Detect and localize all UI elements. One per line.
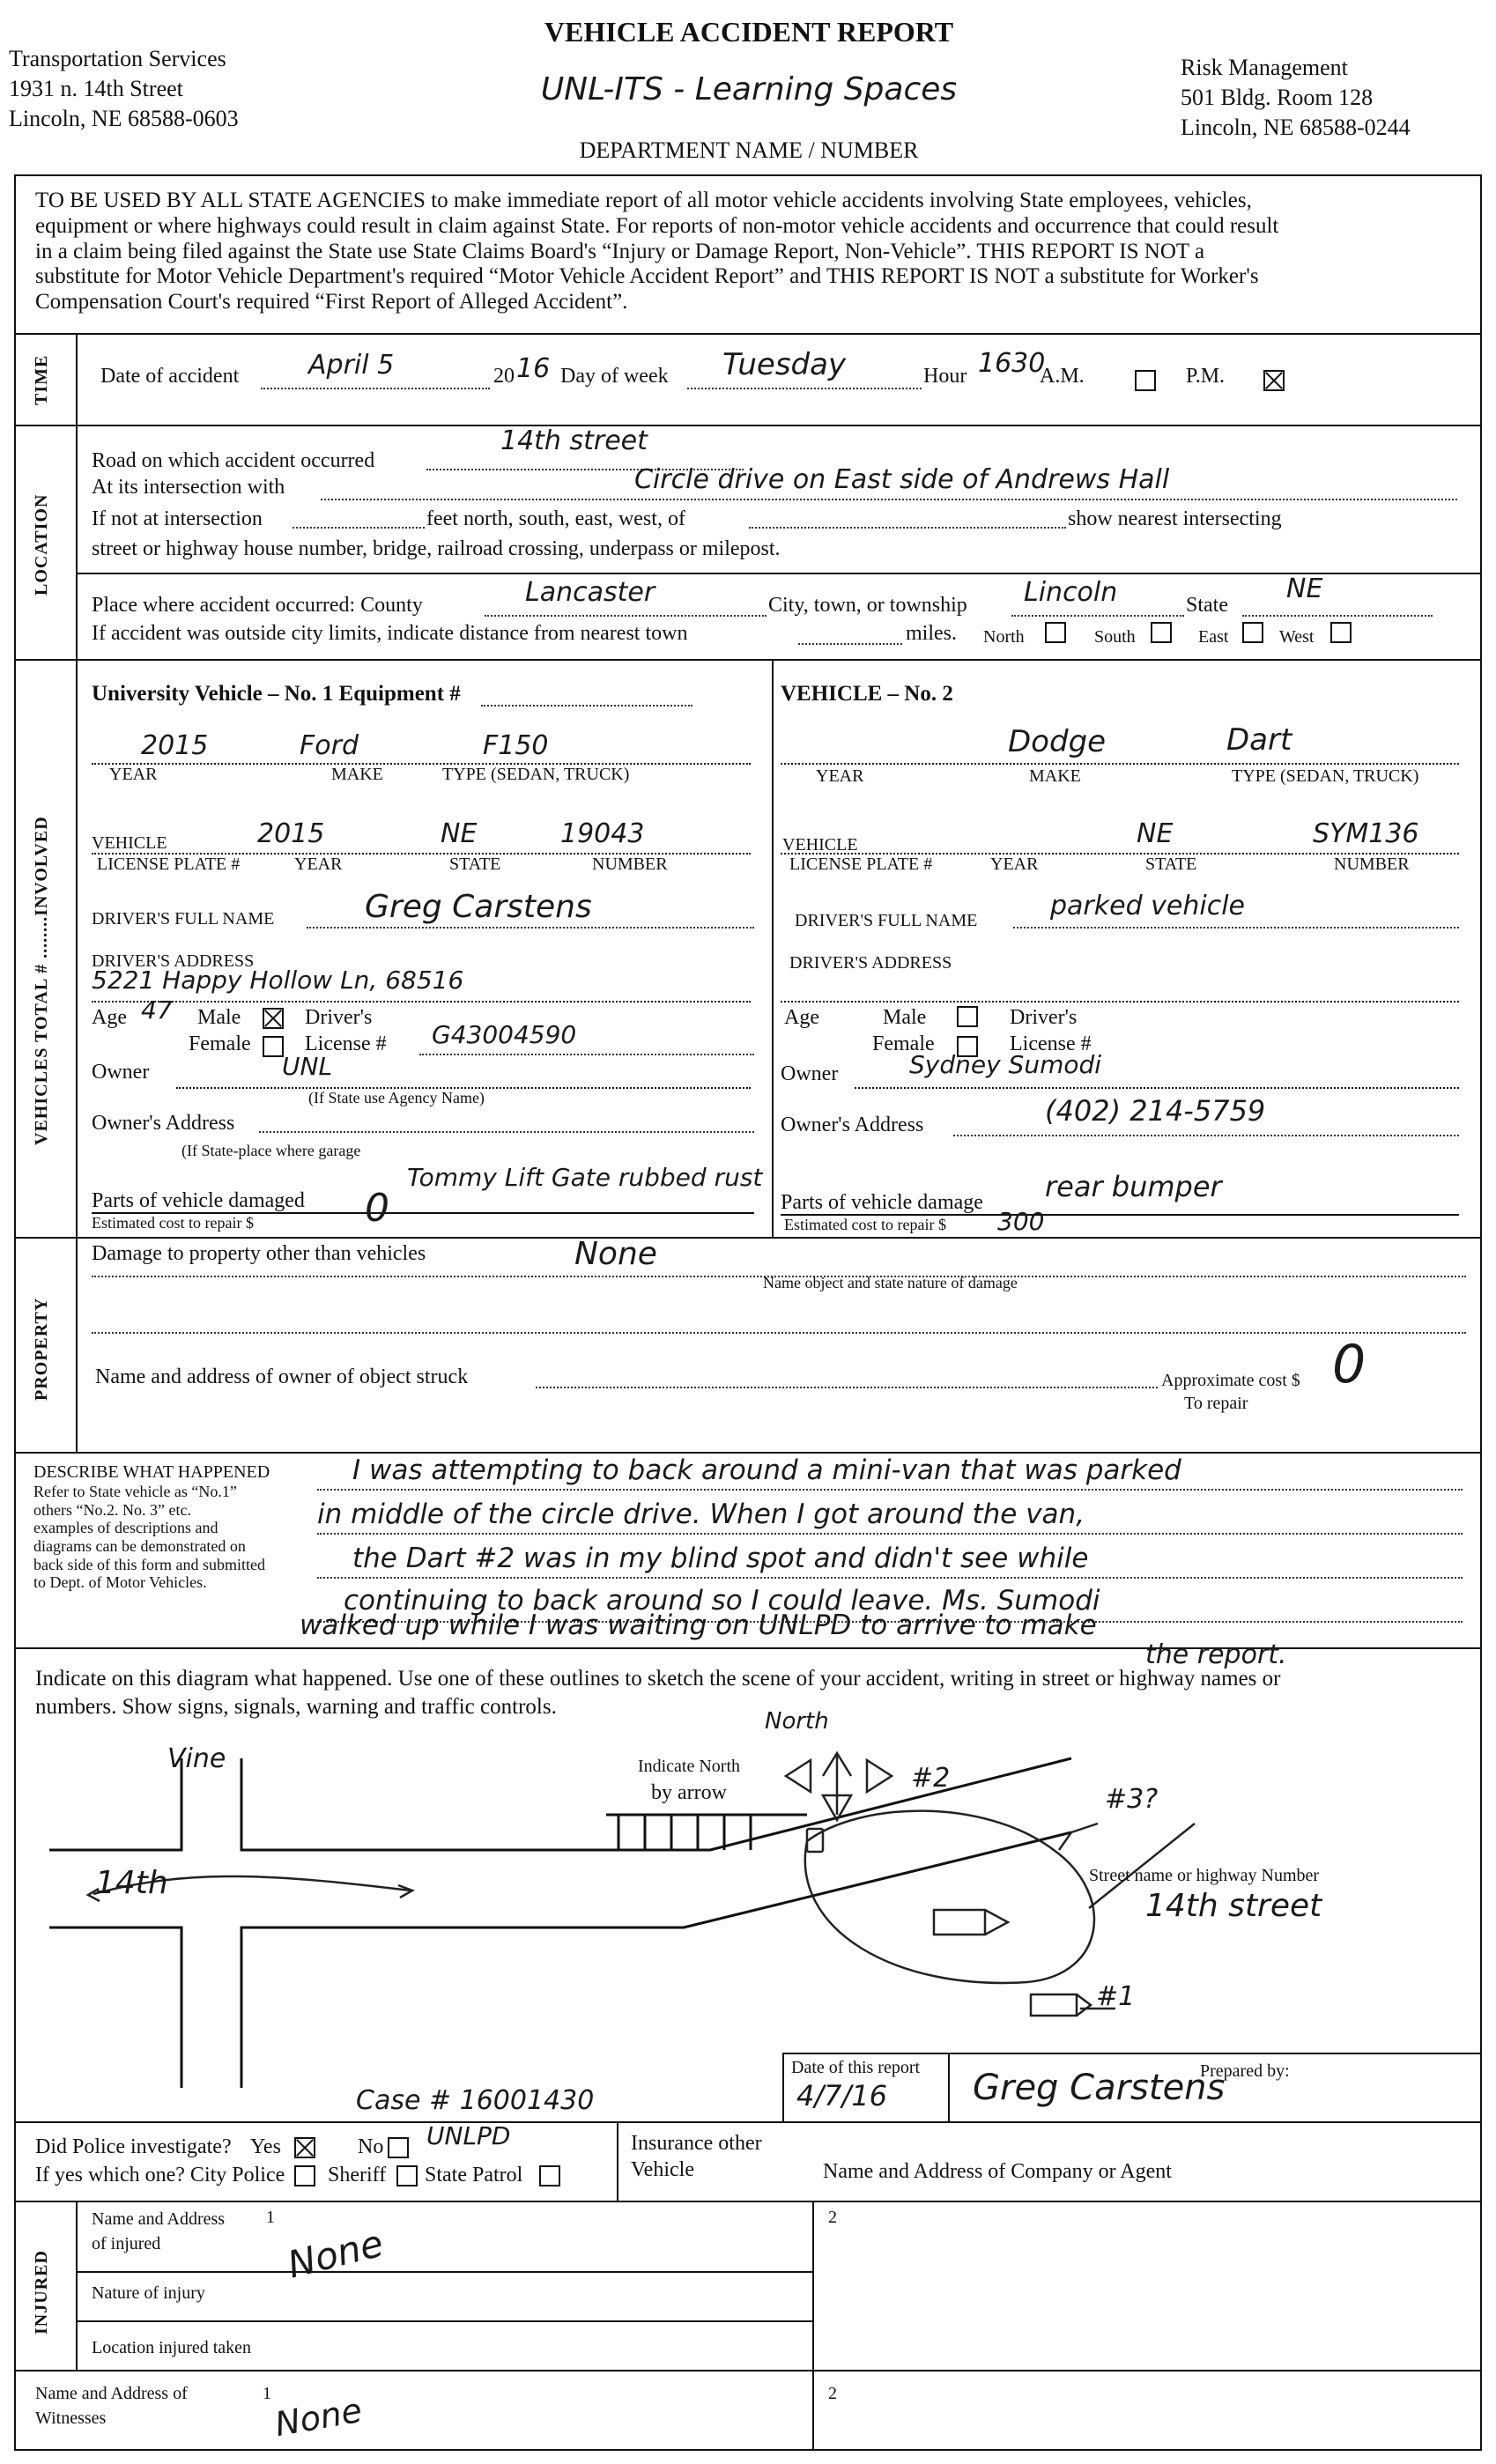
city-value[interactable]: Lincoln (1024, 577, 1118, 608)
witnesses-label-2: Witnesses (35, 2409, 107, 2428)
hour-value[interactable]: 1630 (978, 348, 1046, 379)
vehicle-1-cost-label: Estimated cost to repair $ (92, 1214, 254, 1232)
divider (14, 1237, 1480, 1239)
section-property: PROPERTY (32, 1297, 51, 1401)
state-patrol-checkbox[interactable] (539, 2165, 560, 2187)
section-injured: INJURED (32, 2250, 51, 2335)
city-police-checkbox[interactable] (294, 2165, 315, 2187)
vehicle-1-owner-note: (If State use Agency Name) (308, 1089, 485, 1106)
west-label: West (1279, 627, 1315, 647)
intersection-label: At its intersection with (92, 476, 285, 499)
vehicle-2-number-label: NUMBER (1334, 855, 1410, 874)
date-value[interactable]: April 5 (308, 350, 395, 381)
vehicle-1-male-label: Male (197, 1006, 241, 1029)
witnesses-value[interactable]: None (271, 2390, 366, 2445)
vehicle-1-female-checkbox[interactable] (263, 1036, 284, 1057)
header-address-line-1: Transportation Services (9, 46, 226, 71)
street-name-label: Street name or highway Number (1089, 1866, 1320, 1885)
vehicle-1-driver-address[interactable]: 5221 Happy Hollow Ln, 68516 (92, 966, 464, 995)
south-checkbox[interactable] (1151, 622, 1172, 643)
vehicle-2-female-label: Female (872, 1032, 935, 1055)
section-column-line (76, 333, 78, 1452)
divider (14, 2370, 1480, 2372)
not-intersection-mid: feet north, south, east, west, of (426, 507, 685, 530)
describe-text-line-3[interactable]: the Dart #2 was in my blind spot and didn't see while (352, 1543, 1089, 1574)
vehicle-2-type[interactable]: Dart (1226, 722, 1292, 758)
pm-checkbox[interactable] (1263, 370, 1285, 391)
police-yes-checkbox[interactable] (294, 2137, 315, 2158)
vehicle-2-age-label: Age (784, 1006, 819, 1029)
describe-line-1 (317, 1489, 1463, 1491)
divider (14, 2121, 1480, 2123)
report-date-value[interactable]: 4/7/16 (796, 2079, 887, 2113)
risk-address-line-3: Lincoln, NE 68588-0244 (1181, 115, 1411, 140)
describe-text-line-1[interactable]: I was attempting to back around a mini-van that was parked (352, 1454, 1181, 1486)
hour-label: Hour (923, 365, 967, 388)
vehicle-1-year-line (92, 763, 751, 765)
east-label: East (1198, 627, 1229, 647)
miles-label: miles. (906, 622, 957, 645)
diagram-north-mark[interactable]: North (765, 1708, 829, 1735)
diagram-vehicle-3-mark[interactable]: #3? (1105, 1784, 1159, 1815)
dow-line (687, 388, 922, 389)
vehicle-2-address-line (781, 1001, 1459, 1003)
report-box-left (782, 2053, 784, 2121)
describe-line-2 (317, 1533, 1463, 1535)
vehicle-1-year-label: YEAR (109, 765, 158, 784)
nature-of-injury-label: Nature of injury (92, 2283, 205, 2303)
describe-text-line-2[interactable]: in middle of the circle drive. When I got around the van, (317, 1498, 1085, 1530)
insurance-label-2: Vehicle (631, 2158, 694, 2181)
vehicle-2-plate-label: LICENSE PLATE # (789, 855, 933, 874)
vehicle-2-owner-address[interactable]: (402) 214-5759 (1045, 1094, 1266, 1128)
vehicle-2-plate-state[interactable]: NE (1137, 818, 1174, 849)
police-agency-value[interactable]: UNLPD (426, 2121, 511, 2150)
vehicle-2-license-label: License # (1010, 1032, 1092, 1055)
police-no-label: No (358, 2135, 384, 2158)
header-address-line-2: 1931 n. 14th Street (9, 76, 183, 101)
to-repair-label: To repair (1184, 1394, 1248, 1413)
day-of-week-label: Day of week (560, 365, 669, 388)
vehicle-2-parts-damaged[interactable]: rear bumper (1045, 1170, 1222, 1203)
risk-address-line-1: Risk Management (1181, 55, 1348, 80)
vehicle-1-owner-address-note: (If State-place where garage (181, 1142, 361, 1159)
vehicle-1-owner-label: Owner (92, 1061, 150, 1084)
report-box-divider (948, 2053, 950, 2121)
north-checkbox[interactable] (1045, 622, 1066, 643)
case-number[interactable]: Case # 16001430 (356, 2085, 595, 2116)
describe-text-line-5[interactable]: walked up while I was waiting on UNLPD to arrive to make (300, 1609, 1097, 1641)
injured-line-1 (76, 2271, 812, 2273)
vehicle-2-driver-name[interactable]: parked vehicle (1050, 891, 1246, 921)
street-name-value[interactable]: 14th street (1145, 1888, 1322, 1924)
vehicle-2-year-line (781, 763, 1459, 765)
county-label: Place where accident occurred: County (92, 594, 423, 617)
vehicle-2-make[interactable]: Dodge (1008, 724, 1107, 759)
vehicle-2-owner-line (855, 1087, 1459, 1089)
vehicle-1-age[interactable]: 47 (141, 995, 173, 1025)
property-owner-line (536, 1387, 1158, 1388)
form-title: VEHICLE ACCIDENT REPORT (544, 16, 954, 48)
year-prefix: 20 (493, 365, 515, 388)
divider (14, 2201, 1480, 2202)
not-intersection-line (293, 527, 425, 529)
vehicle-2-address-label: DRIVER'S ADDRESS (789, 953, 952, 973)
vehicle-1-title: University Vehicle – No. 1 Equipment # (92, 682, 461, 706)
north-label: North (983, 627, 1025, 647)
property-damage-value[interactable]: None (574, 1236, 657, 1272)
vehicle-1-license[interactable]: G43004590 (432, 1020, 577, 1049)
property-damage-label: Damage to property other than vehicles (92, 1242, 426, 1265)
vehicle-2-title: VEHICLE – No. 2 (781, 682, 953, 706)
vehicle-2-drivers-label: Driver's (1010, 1006, 1078, 1029)
intersection-line (321, 499, 1457, 500)
vehicle-1-repair-cost[interactable]: 0 (365, 1186, 389, 1231)
vehicle-2-type-label: TYPE (SEDAN, TRUCK) (1232, 766, 1419, 786)
witnesses-label-1: Name and Address of (35, 2384, 188, 2403)
vehicle-1-plate-year[interactable]: 2015 (257, 818, 325, 849)
equipment-line (481, 705, 692, 707)
vehicle-1-type-label: TYPE (SEDAN, TRUCK) (442, 765, 630, 784)
vehicle-2-year-label: YEAR (816, 766, 864, 786)
divider (14, 659, 1480, 661)
prepared-by-value[interactable]: Greg Carstens (973, 2068, 1226, 2108)
city-line (1011, 615, 1184, 617)
divider (14, 425, 1480, 426)
risk-address-line-2: 501 Bldg. Room 128 (1181, 85, 1374, 110)
vehicle-1-parts-damaged[interactable]: Tommy Lift Gate rubbed rust (407, 1163, 763, 1192)
county-value[interactable]: Lancaster (525, 577, 655, 608)
vehicle-1-address-line (92, 1001, 751, 1003)
police-which-label: If yes which one? City Police (35, 2164, 285, 2187)
sheriff-label: Sheriff (328, 2164, 387, 2187)
witnesses-col-2: 2 (828, 2384, 837, 2403)
describe-label: DESCRIBE WHAT HAPPENED Refer to State vehicle as “No.1” others “No.2. No. 3” etc. examples of descriptions and diagrams can be demonstrated on back side of this form and submitted to Dept. of Motor Vehicles. (33, 1462, 270, 1592)
vehicle-1-owner[interactable]: UNL (282, 1052, 333, 1081)
report-date-label: Date of this report (791, 2058, 921, 2077)
not-intersection-label: If not at intersection (92, 507, 263, 530)
divider (14, 1452, 1480, 1454)
vehicle-1-plate-label: LICENSE PLATE # (97, 855, 241, 874)
property-damage-note: Name object and state nature of damage (763, 1274, 1018, 1291)
injured-line-2 (76, 2320, 812, 2322)
diagram-instructions-1: Indicate on this diagram what happened. Use one of these outlines to sketch the scene of your accident, writing in street or highway names or (35, 1667, 1281, 1691)
county-line (485, 615, 767, 617)
section-vehicles: VEHICLES TOTAL # ........INVOLVED (32, 816, 51, 1145)
not-intersection-line-2 (749, 527, 1066, 529)
insurance-label-1: Insurance other (631, 2132, 762, 2155)
diagram-14th-label[interactable]: 14th (95, 1865, 168, 1901)
approx-cost-label: Approximate cost $ (1161, 1371, 1300, 1390)
vehicle-2-repair-cost[interactable]: 300 (997, 1207, 1045, 1236)
vehicle-1-state-label: STATE (449, 855, 501, 874)
not-intersection-line2: street or highway house number, bridge, railroad crossing, underpass or milepost. (92, 537, 781, 560)
east-checkbox[interactable] (1242, 622, 1263, 643)
describe-text-line-6[interactable]: the report. (1145, 1639, 1287, 1670)
vehicle-1-number-label: NUMBER (592, 855, 668, 874)
west-checkbox[interactable] (1330, 622, 1352, 643)
vehicle-1-make-label: MAKE (331, 765, 383, 784)
vehicle-1-female-label: Female (189, 1032, 251, 1055)
year-value[interactable]: 16 (516, 353, 551, 384)
vehicle-1-drivers-label: Driver's (305, 1006, 373, 1029)
divider (14, 333, 1480, 335)
vehicle-1-owner-address-line (259, 1131, 754, 1133)
vehicle-2-plate-number[interactable]: SYM136 (1313, 818, 1419, 849)
describe-line-3 (317, 1577, 1463, 1579)
vehicle-2-driver-line (1013, 927, 1459, 929)
vehicle-2-driver-label: DRIVER'S FULL NAME (795, 911, 978, 930)
indicate-north-label: Indicate North (637, 1757, 741, 1776)
date-label: Date of accident (100, 365, 240, 388)
outside-limits-label: If accident was outside city limits, indicate distance from nearest town (92, 622, 688, 645)
vehicle-2-cost-label: Estimated cost to repair $ (784, 1216, 946, 1233)
vehicle-1-owner-address-label: Owner's Address (92, 1112, 235, 1135)
day-of-week-value[interactable]: Tuesday (722, 347, 847, 382)
vehicle-1-make[interactable]: Ford (300, 730, 359, 761)
pm-label: P.M. (1186, 365, 1226, 388)
police-yes-label: Yes (250, 2135, 281, 2158)
vehicle-1-plate-year-label: YEAR (294, 855, 343, 874)
vehicle-1-driver-line (307, 927, 754, 929)
indicate-north-sub: by arrow (651, 1781, 727, 1804)
vehicle-2-parts-label: Parts of vehicle damage (781, 1191, 983, 1214)
police-question: Did Police investigate? (35, 2135, 232, 2158)
vehicle-2-owner-label: Owner (781, 1062, 839, 1085)
state-line (1242, 615, 1433, 617)
vehicle-column-divider (772, 659, 774, 1237)
vehicle-2-make-label: MAKE (1029, 766, 1081, 786)
insurance-divider (617, 2121, 618, 2201)
am-checkbox[interactable] (1135, 370, 1156, 391)
injured-col-1: 1 (266, 2208, 275, 2227)
divider (76, 573, 1480, 574)
vehicle-2-male-label: Male (883, 1006, 927, 1029)
city-label: City, town, or township (768, 594, 967, 617)
vehicle-2-owner-address-label: Owner's Address (781, 1114, 924, 1136)
police-no-checkbox[interactable] (388, 2137, 409, 2158)
injured-divider (812, 2201, 814, 2449)
intersection-value[interactable]: Circle drive on East side of Andrews Hall (634, 464, 1170, 495)
miles-line (798, 643, 902, 645)
property-cost-value[interactable]: 0 (1332, 1334, 1366, 1395)
witnesses-col-1: 1 (263, 2384, 271, 2403)
insurance-company-label: Name and Address of Company or Agent (823, 2160, 1172, 2183)
vehicle-1-address-label: DRIVER'S ADDRESS (92, 951, 255, 971)
vehicle-1-age-label: Age (92, 1006, 127, 1029)
state-patrol-label: State Patrol (425, 2164, 523, 2187)
vehicle-1-year[interactable]: 2015 (141, 730, 209, 761)
vehicle-1-driver-name[interactable]: Greg Carstens (365, 889, 592, 925)
vehicle-2-male-checkbox[interactable] (957, 1006, 978, 1027)
prepared-by-label: Prepared by: (1200, 2061, 1290, 2081)
diagram-instructions-2: numbers. Show signs, signals, warning and traffic controls. (35, 1695, 557, 1719)
road-label: Road on which accident occurred (92, 449, 375, 472)
diagram-vehicle-1-mark[interactable]: #1 (1096, 1981, 1136, 2012)
vehicle-2-vehicle-label: VEHICLE (782, 835, 858, 855)
department-value[interactable]: UNL-ITS - Learning Spaces (540, 71, 958, 107)
am-label: A.M. (1040, 365, 1085, 388)
intro-text: TO BE USED BY ALL STATE AGENCIES to make immediate report of all motor vehicle accidents involving State employees, vehicles, equipment or where highways could result in claim against State. For reports of non-motor vehicle accidents and occurrence that could result in a claim being filed against the State use State Claims Board's “Injury or Damage Report, Non-Vehicle”. THIS REPORT IS NOT a substitute for Motor Vehicle Department's required “Motor Vehicle Accident Report” and THIS REPORT IS NOT a substitute for Worker's Compensation Court's required “First Report of Alleged Accident”. (35, 189, 1279, 314)
vehicle-1-parts-label: Parts of vehicle damaged (92, 1189, 305, 1212)
property-extra-line (92, 1332, 1466, 1334)
section-time: TIME (32, 354, 51, 405)
section-location: LOCATION (32, 493, 51, 596)
injured-value[interactable]: None (283, 2221, 388, 2287)
property-owner-label: Name and address of owner of object struck (95, 1365, 469, 1388)
vehicle-2-owner[interactable]: Sydney Sumodi (909, 1050, 1102, 1079)
vehicle-1-male-checkbox[interactable] (263, 1008, 284, 1029)
state-label: State (1186, 594, 1228, 617)
vehicle-1-vehicle-label: VEHICLE (92, 833, 167, 853)
diagram-vehicle-2-mark[interactable]: #2 (911, 1763, 951, 1794)
department-label: DEPARTMENT NAME / NUMBER (579, 137, 919, 163)
date-line (261, 388, 490, 389)
vehicle-1-plate-number[interactable]: 19043 (560, 818, 645, 849)
report-box-top (782, 2053, 1480, 2054)
vehicle-1-license-label: License # (305, 1032, 387, 1055)
vehicle-1-plate-state[interactable]: NE (441, 818, 478, 849)
injured-col-2: 2 (828, 2208, 837, 2227)
sheriff-checkbox[interactable] (396, 2165, 418, 2187)
location-injured-label: Location injured taken (92, 2338, 252, 2357)
south-label: South (1094, 627, 1136, 647)
road-outlines (49, 1758, 1071, 2088)
state-value[interactable]: NE (1286, 573, 1323, 604)
section-column-line (76, 2201, 78, 2370)
vehicle-2-plate-year-label: YEAR (990, 855, 1039, 874)
injured-name-label-2: of injured (92, 2234, 161, 2253)
road-value[interactable]: 14th street (500, 425, 648, 456)
vehicle-2-owner-address-line (953, 1135, 1459, 1136)
injured-name-label-1: Name and Address (92, 2209, 226, 2229)
describe-text-line-4[interactable]: continuing to back around so I could leave. Ms. Sumodi (344, 1585, 1100, 1617)
vehicle-1-type[interactable]: F150 (483, 730, 549, 761)
vehicle-1-license-line (419, 1054, 754, 1055)
vehicle-2-state-label: STATE (1145, 855, 1197, 874)
not-intersection-end: show nearest intersecting (1068, 507, 1282, 530)
vehicle-1-driver-label: DRIVER'S FULL NAME (92, 909, 275, 929)
header-address-line-3: Lincoln, NE 68588-0603 (9, 106, 239, 131)
diagram-vine-label[interactable]: Vine (167, 1743, 226, 1774)
